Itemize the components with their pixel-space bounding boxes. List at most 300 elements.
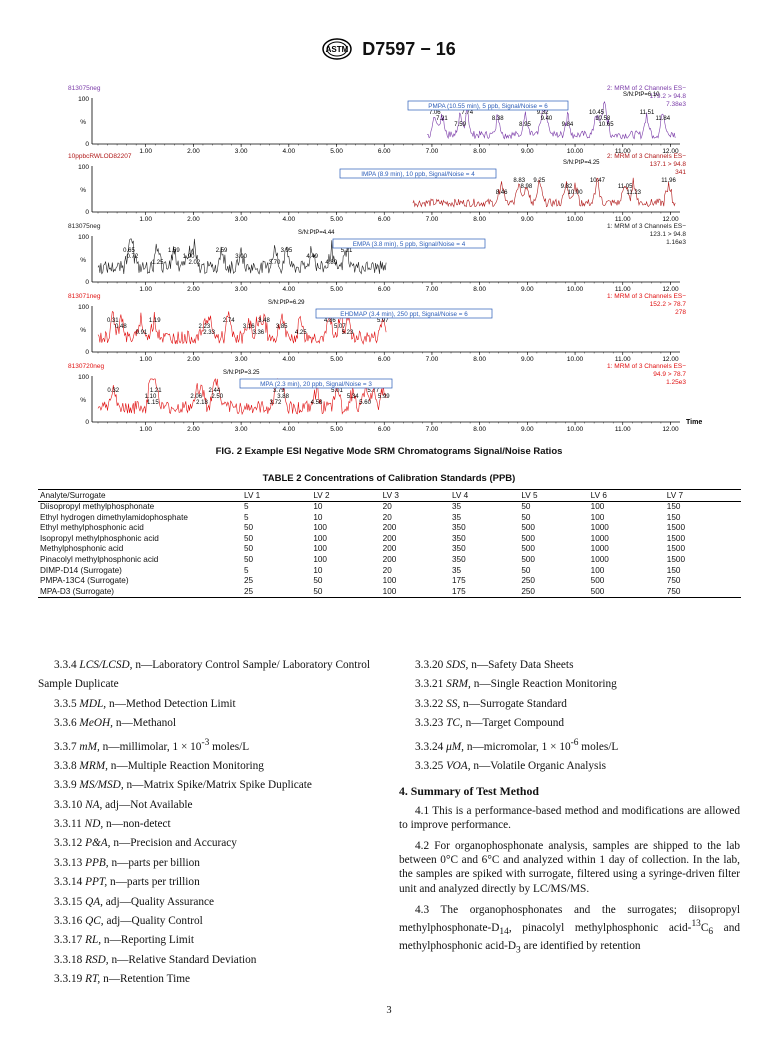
definition-number: 3.3.14: [54, 876, 83, 889]
x-tick-label: 2.00: [187, 426, 200, 433]
x-tick-label: 10.00: [566, 426, 584, 433]
table-cell: 100: [313, 554, 327, 564]
x-tick-label: 7.00: [425, 148, 439, 155]
definition-text: n—Volatile Organic Analysis: [473, 759, 606, 772]
y-tick-label: 100: [78, 234, 89, 241]
panel-transition: 123.1 > 94.8: [649, 231, 686, 238]
peak-label: 8.98: [520, 184, 533, 190]
table-cell: 200: [382, 523, 397, 533]
definition-term: MS/MSD,: [79, 779, 124, 792]
table-cell: 20: [382, 565, 392, 575]
annotation-text: EHDMAP (3.4 min), 250 ppt, Signal/Noise = 6: [340, 311, 468, 318]
definition-number: 3.3.7: [54, 740, 77, 753]
table-cell: PMPA-13C4 (Surrogate): [40, 576, 129, 586]
definition-item: [38, 970, 382, 989]
table-cell: 1500: [666, 533, 685, 543]
peak-label: 11.96: [661, 178, 676, 184]
p43-text-g: and methylphosphonic acid-D: [399, 921, 740, 953]
definition-term: QC,: [85, 915, 104, 928]
panel-transition: 94.9 > 78.7: [653, 371, 686, 378]
definition-term: mM,: [79, 740, 100, 753]
peak-label: 2.59: [215, 248, 228, 254]
table-cell: 200: [382, 554, 397, 564]
x-tick-label: 10.00: [566, 356, 584, 363]
table-cell: Ethyl hydrogen dimethylamidophosphate: [40, 512, 188, 522]
x-tick-label: 3.00: [234, 356, 248, 363]
definition-item: [38, 951, 382, 970]
table-cell: 100: [590, 565, 605, 575]
x-tick-label: 4.00: [282, 286, 296, 293]
x-tick-label: 11.00: [614, 426, 631, 433]
document-id: D7597 − 16: [362, 38, 456, 59]
table-cell: 25: [244, 576, 254, 586]
x-tick-label: 6.00: [377, 286, 391, 293]
peak-label: 2.33: [203, 330, 215, 336]
panel-intensity: 341: [675, 169, 686, 176]
paragraph-4-3: [399, 903, 740, 958]
signal-noise-label: S/N:PtP=6.29: [268, 300, 305, 306]
table-header-cell: LV 6: [589, 490, 665, 502]
peak-label: 0.72: [126, 254, 139, 260]
astm-logo-icon: [322, 38, 352, 60]
peak-label: 0.32: [107, 388, 120, 394]
definition-item: [399, 757, 740, 776]
definition-text: n—Relative Standard Deviation: [111, 953, 257, 966]
signal-noise-label: S/N:PtP=6.10: [623, 92, 660, 98]
panel-intensity: 1.16e3: [666, 239, 686, 246]
peak-label: 10.00: [567, 190, 583, 196]
table-row: [38, 566, 741, 577]
p43-text-a: 4.3 The organophosphonates and the surrogates; diisopropyl methylphosphonate-D: [399, 903, 740, 934]
definition-item: [38, 873, 382, 892]
panel-transition: 179.2 > 94.8: [649, 93, 686, 100]
x-tick-label: 11.00: [614, 286, 631, 293]
table-row: [38, 544, 741, 555]
peak-label: 11.51: [639, 110, 655, 116]
table-cell: 200: [382, 544, 397, 554]
peak-label: 3.95: [280, 248, 293, 254]
table-cell: 25: [242, 587, 311, 598]
peak-label: 5.60: [359, 400, 371, 406]
definition-exponent: -6: [570, 737, 579, 748]
chromatogram-figure: [68, 82, 708, 442]
definition-item: [399, 714, 740, 733]
table-cell: 250: [521, 576, 535, 586]
definition-term: μM,: [446, 740, 464, 753]
peak-label: 3.85: [275, 324, 288, 330]
table-cell: 1000: [590, 544, 609, 554]
table-cell: 5: [244, 565, 249, 575]
peak-label: 3.70: [268, 260, 281, 266]
annotation-text: EMPA (3.8 min), 5 ppb, Signal/Noise = 4: [352, 241, 466, 248]
peak-label: 9.84: [561, 122, 574, 128]
definition-text: n—Retention Time: [103, 973, 191, 986]
table-cell: 50: [244, 533, 254, 543]
definition-number: 3.3.4: [54, 659, 77, 671]
table-cell: 500: [521, 533, 535, 543]
definition-number: 3.3.22: [415, 697, 444, 710]
peak-label: 7.74: [461, 110, 474, 116]
peak-label: 10.65: [598, 122, 614, 128]
table-cell: 175: [451, 576, 466, 586]
definition-term: RSD,: [85, 953, 109, 966]
table-row: [38, 587, 741, 598]
y-unit-label: %: [80, 187, 86, 194]
x-tick-label: 2.00: [187, 148, 200, 155]
table-row: [38, 502, 741, 513]
peak-label: 1.10: [144, 394, 157, 400]
definition-number: 3.3.25: [415, 759, 444, 772]
table-cell: 10: [313, 502, 323, 511]
definition-item: [38, 796, 382, 815]
table-header-cell: LV 3: [381, 490, 450, 502]
table-cell: 100: [382, 576, 397, 586]
definition-term: MRM,: [79, 759, 108, 772]
p43-text-c: , pinacolyl methylphosphonic acid-: [508, 921, 692, 934]
y-unit-label: %: [80, 327, 86, 334]
definition-number: 3.3.9: [54, 779, 77, 792]
panel-sample-id: 813075neg: [68, 85, 101, 92]
peak-label: 11.84: [655, 116, 671, 122]
y-tick-label: 0: [85, 279, 89, 286]
peak-label: 4.89: [325, 260, 338, 266]
definition-term: SRM,: [446, 678, 471, 691]
x-tick-label: 12.00: [662, 426, 679, 433]
panel-intensity: 7.38e3: [666, 101, 686, 108]
definition-number: 3.3.6: [54, 717, 77, 730]
peak-label: 9.25: [533, 178, 546, 184]
peak-label: 7.59: [454, 122, 466, 128]
y-unit-label: %: [80, 119, 86, 126]
definition-number: 3.3.5: [54, 697, 77, 710]
definition-term: PPB,: [85, 856, 109, 869]
table-cell: Diisopropyl methylphosphonate: [40, 502, 155, 511]
table-cell: 150: [666, 565, 681, 575]
x-tick-label: 9.00: [521, 286, 534, 293]
x-tick-label: 12.00: [662, 216, 679, 223]
table-cell: 350: [451, 523, 466, 533]
peak-label: 2.06: [190, 394, 203, 400]
peak-label: 5.97: [376, 318, 389, 324]
peak-label: 2.44: [208, 388, 221, 394]
panel-channel: 2: MRM of 3 Channels ES−: [607, 153, 686, 160]
peak-label: 2.18: [196, 400, 208, 406]
definition-term: MDL,: [79, 697, 107, 710]
x-tick-label: 5.00: [330, 286, 343, 293]
definition-item: [399, 695, 740, 714]
definition-term: ND,: [84, 818, 104, 831]
peak-label: 0.65: [123, 248, 135, 254]
y-unit-label: %: [80, 397, 86, 404]
peak-label: 10.45: [589, 110, 605, 116]
panel-intensity: 278: [675, 309, 686, 316]
calibration-table: [38, 489, 741, 598]
signal-noise-label: S/N:PtP=4.44: [298, 230, 335, 236]
table-cell: 350: [451, 544, 466, 554]
x-tick-label: 11.00: [614, 148, 631, 155]
peak-label: 4.49: [306, 254, 319, 260]
x-tick-label: 4.00: [282, 216, 296, 223]
table-cell: 50: [521, 502, 531, 511]
peak-label: 11.05: [617, 184, 633, 190]
peak-label: 3.36: [252, 330, 265, 336]
peak-label: 4.58: [310, 400, 323, 406]
definition-item: [38, 656, 382, 695]
annotation-text: IMPA (8.9 min), 10 ppb, Signal/Noise = 4: [361, 171, 475, 178]
x-tick-label: 5.00: [330, 148, 343, 155]
x-tick-label: 10.00: [566, 216, 584, 223]
definition-text: adj—Not Available: [105, 798, 193, 811]
peak-label: 7.21: [436, 116, 448, 122]
x-tick-label: 3.00: [234, 148, 248, 155]
definition-text: adj—Quality Control: [106, 915, 203, 928]
peak-label: 5.77: [367, 388, 380, 394]
table-cell: 35: [451, 512, 462, 522]
panel-sample-id: 10ppbcRWLOD82207: [68, 153, 132, 160]
table-cell: Isopropyl methylphosphonic acid: [40, 533, 159, 543]
peak-label: 4.25: [294, 330, 307, 336]
table-cell: 10: [313, 512, 323, 522]
table-cell: 35: [451, 565, 462, 575]
x-tick-label: 7.00: [425, 216, 439, 223]
table-header-cell: LV 1: [242, 490, 311, 502]
definition-number: 3.3.15: [54, 895, 83, 908]
peak-label: 10.47: [589, 178, 605, 184]
table-header-cell: LV 4: [450, 490, 519, 502]
table-cell: 1500: [666, 554, 685, 564]
peak-label: 5.07: [334, 324, 346, 330]
definitions-right: [399, 656, 740, 776]
definition-item: [38, 854, 382, 873]
definition-item: [399, 675, 740, 694]
definition-text: n—Methanol: [115, 717, 177, 730]
definition-text: n—Precision and Accuracy: [113, 837, 237, 850]
peak-label: 1.25: [151, 260, 164, 266]
table-cell: Pinacolyl methylphosphonic acid: [40, 554, 159, 564]
table-row: [38, 534, 741, 545]
definition-text: n—micromolar, 1 × 10: [466, 740, 571, 753]
table-cell: 250: [519, 587, 588, 598]
x-tick-label: 6.00: [377, 426, 391, 433]
peak-label: 9.40: [540, 116, 553, 122]
peak-label: 3.16: [242, 324, 255, 330]
table-row: [38, 523, 741, 534]
x-tick-label: 10.00: [566, 148, 584, 155]
definition-text: n—Surrogate Standard: [463, 697, 567, 710]
table-header-cell: LV 7: [665, 490, 741, 502]
panel-channel: 1: MRM of 3 Channels ES−: [607, 363, 686, 370]
peak-label: 5.01: [331, 388, 343, 394]
definition-term: SDS,: [446, 659, 469, 671]
table-cell: 20: [382, 502, 392, 511]
table-cell: Ethyl methylphosphonic acid: [40, 523, 144, 533]
table-cell: 50: [311, 587, 380, 598]
definition-item: [399, 734, 740, 757]
x-tick-label: 8.00: [473, 286, 486, 293]
definition-text: n—non-detect: [106, 818, 171, 831]
definition-text: n—parts per billion: [111, 856, 200, 869]
page-header: [0, 38, 778, 60]
definition-exponent: -3: [201, 737, 210, 748]
x-tick-label: 1.00: [139, 426, 153, 433]
definition-text: n—Safety Data Sheets: [471, 659, 574, 671]
x-tick-label: 12.00: [662, 286, 679, 293]
peak-label: 8.95: [519, 122, 531, 128]
table-cell: 1000: [590, 554, 609, 564]
section-4-title: 4. Summary of Test Method: [399, 784, 539, 799]
table-header-cell: LV 5: [519, 490, 588, 502]
x-tick-label: 2.00: [187, 216, 200, 223]
definition-number: 3.3.23: [415, 717, 444, 730]
x-tick-label: 8.00: [473, 216, 486, 223]
definition-item: [38, 931, 382, 950]
x-tick-label: 7.00: [425, 426, 439, 433]
panel-sample-id: 8130720neg: [68, 363, 105, 370]
peak-label: 0.48: [115, 324, 127, 330]
x-tick-label: 7.00: [425, 286, 439, 293]
x-tick-label: 8.00: [473, 356, 486, 363]
x-tick-label: 4.00: [282, 356, 296, 363]
panel-channel: 1: MRM of 3 Channels ES−: [607, 293, 686, 300]
x-tick-label: 11.00: [614, 356, 631, 363]
table-cell: 150: [666, 502, 681, 511]
peak-label: 2.74: [222, 318, 235, 324]
panel-channel: 1: MRM of 3 Channels ES−: [607, 223, 686, 230]
definition-term: RL,: [85, 934, 102, 947]
table-cell: Methylphosphonic acid: [40, 544, 124, 554]
definition-number: 3.3.18: [54, 953, 83, 966]
x-tick-label: 10.00: [566, 286, 584, 293]
x-tick-label: 8.00: [473, 148, 486, 155]
x-tick-label: 1.00: [139, 286, 153, 293]
x-tick-label: 5.00: [330, 426, 343, 433]
right-column: [399, 656, 740, 965]
definition-number: 3.3.16: [54, 915, 83, 928]
definition-text: n—Matrix Spike/Matrix Spike Duplicate: [126, 779, 312, 792]
definition-item: [38, 834, 382, 853]
x-tick-label: 12.00: [662, 148, 679, 155]
p43-text-e: C: [700, 921, 709, 934]
definition-term: VOA,: [446, 759, 471, 772]
y-tick-label: 0: [85, 349, 89, 356]
definition-tail: moles/L: [578, 740, 619, 753]
definition-item: [38, 776, 382, 795]
x-tick-label: 3.00: [234, 286, 248, 293]
definition-number: 3.3.21: [415, 678, 444, 691]
peak-label: 2.23: [198, 324, 211, 330]
table-cell: 1500: [666, 523, 685, 533]
definition-term: TC,: [446, 717, 463, 730]
definition-item: [38, 757, 382, 776]
definition-term: SS,: [446, 697, 461, 710]
panel-transition: 152.2 > 78.7: [649, 301, 686, 308]
definition-number: 3.3.11: [54, 818, 82, 831]
definition-number: 3.3.20: [415, 659, 444, 671]
definition-item: [399, 656, 740, 675]
peak-label: 5.99: [377, 394, 390, 400]
table-cell: 350: [451, 554, 466, 564]
definition-text: n—parts per trillion: [109, 876, 200, 889]
x-tick-label: 8.00: [473, 426, 486, 433]
peak-label: 3.48: [258, 318, 270, 324]
panel-sample-id: 813071neg: [68, 293, 101, 300]
p43-sub-14: 14: [499, 927, 509, 938]
peak-label: 10.58: [595, 116, 611, 122]
table-cell: 100: [313, 544, 327, 554]
x-tick-label: 1.00: [139, 216, 153, 223]
x-tick-label: 9.00: [521, 148, 534, 155]
definitions-left-column: [38, 656, 382, 990]
table-cell: 500: [589, 587, 665, 598]
peak-label: 2.02: [188, 260, 201, 266]
table-cell: 500: [521, 523, 535, 533]
y-tick-label: 100: [78, 304, 89, 311]
x-tick-label: 3.00: [234, 216, 248, 223]
table-title: TABLE 2 Concentrations of Calibration Standards (PPB): [262, 473, 516, 484]
y-tick-label: 100: [78, 374, 89, 381]
peak-label: 3.88: [277, 394, 289, 400]
table-cell: 100: [590, 502, 605, 511]
definition-item: [38, 815, 382, 834]
x-tick-label: 4.00: [282, 148, 296, 155]
x-tick-label: 5.00: [330, 216, 343, 223]
x-tick-label: 5.00: [330, 356, 343, 363]
table-cell: 150: [666, 512, 681, 522]
definition-term: QA,: [85, 895, 103, 908]
table-cell: 1000: [590, 523, 609, 533]
table-row: [38, 576, 741, 587]
x-tick-label: 2.00: [187, 286, 200, 293]
table-cell: 500: [590, 576, 605, 586]
peak-label: 7.06: [428, 110, 441, 116]
definition-text: n—Laboratory Control Sample/ Laboratory Control Sample Duplicate: [38, 659, 370, 691]
definition-number: 3.3.10: [54, 798, 83, 811]
definition-term: RT,: [85, 973, 101, 986]
peak-label: 0.31: [106, 318, 119, 324]
table-cell: 500: [521, 544, 535, 554]
table-cell: 50: [244, 544, 254, 554]
x-tick-label: 6.00: [377, 148, 391, 155]
table-cell: 50: [521, 512, 531, 522]
annotation-text: MPA (2.3 min), 20 ppb, Signal/Noise = 3: [260, 381, 372, 388]
definition-term: LCS/LCSD,: [79, 659, 133, 671]
paragraph-4-2: 4.2 For organophosphonate analysis, samples are shipped to the lab between 0°C and 6°C and analyzed within 1 day of collection. In the lab, the samples are spiked with surrogate, filtered using a syringe-driven filter unit and analyzed directly by LC/MS/MS.: [399, 840, 740, 895]
x-tick-label: 6.00: [377, 216, 391, 223]
table-row: [38, 513, 741, 524]
p43-sup-13: 13: [691, 919, 701, 930]
y-tick-label: 0: [85, 141, 89, 148]
definition-number: 3.3.24: [415, 740, 444, 753]
table-cell: 5: [244, 512, 249, 522]
peak-label: 5.21: [340, 248, 353, 254]
table-cell: DIMP-D14 (Surrogate): [40, 565, 122, 575]
panel-transition: 137.1 > 94.8: [649, 161, 686, 168]
p43-sub-3: 3: [516, 945, 521, 956]
definition-text: n—Single Reaction Monitoring: [473, 678, 617, 691]
x-tick-label: 7.00: [425, 356, 439, 363]
table-cell: 50: [313, 576, 323, 586]
peak-label: 1.15: [147, 400, 159, 406]
definition-tail: moles/L: [209, 740, 250, 753]
definition-text: n—Target Compound: [465, 717, 565, 730]
peak-label: 1.21: [149, 388, 162, 394]
table-cell: 1500: [666, 544, 685, 554]
table-cell: 10: [313, 565, 323, 575]
table-cell: MPA-D3 (Surrogate): [38, 587, 242, 598]
definition-item: [38, 695, 382, 714]
definition-text: n—millimolar, 1 × 10: [102, 740, 202, 753]
peak-label: 3.00: [235, 254, 247, 260]
